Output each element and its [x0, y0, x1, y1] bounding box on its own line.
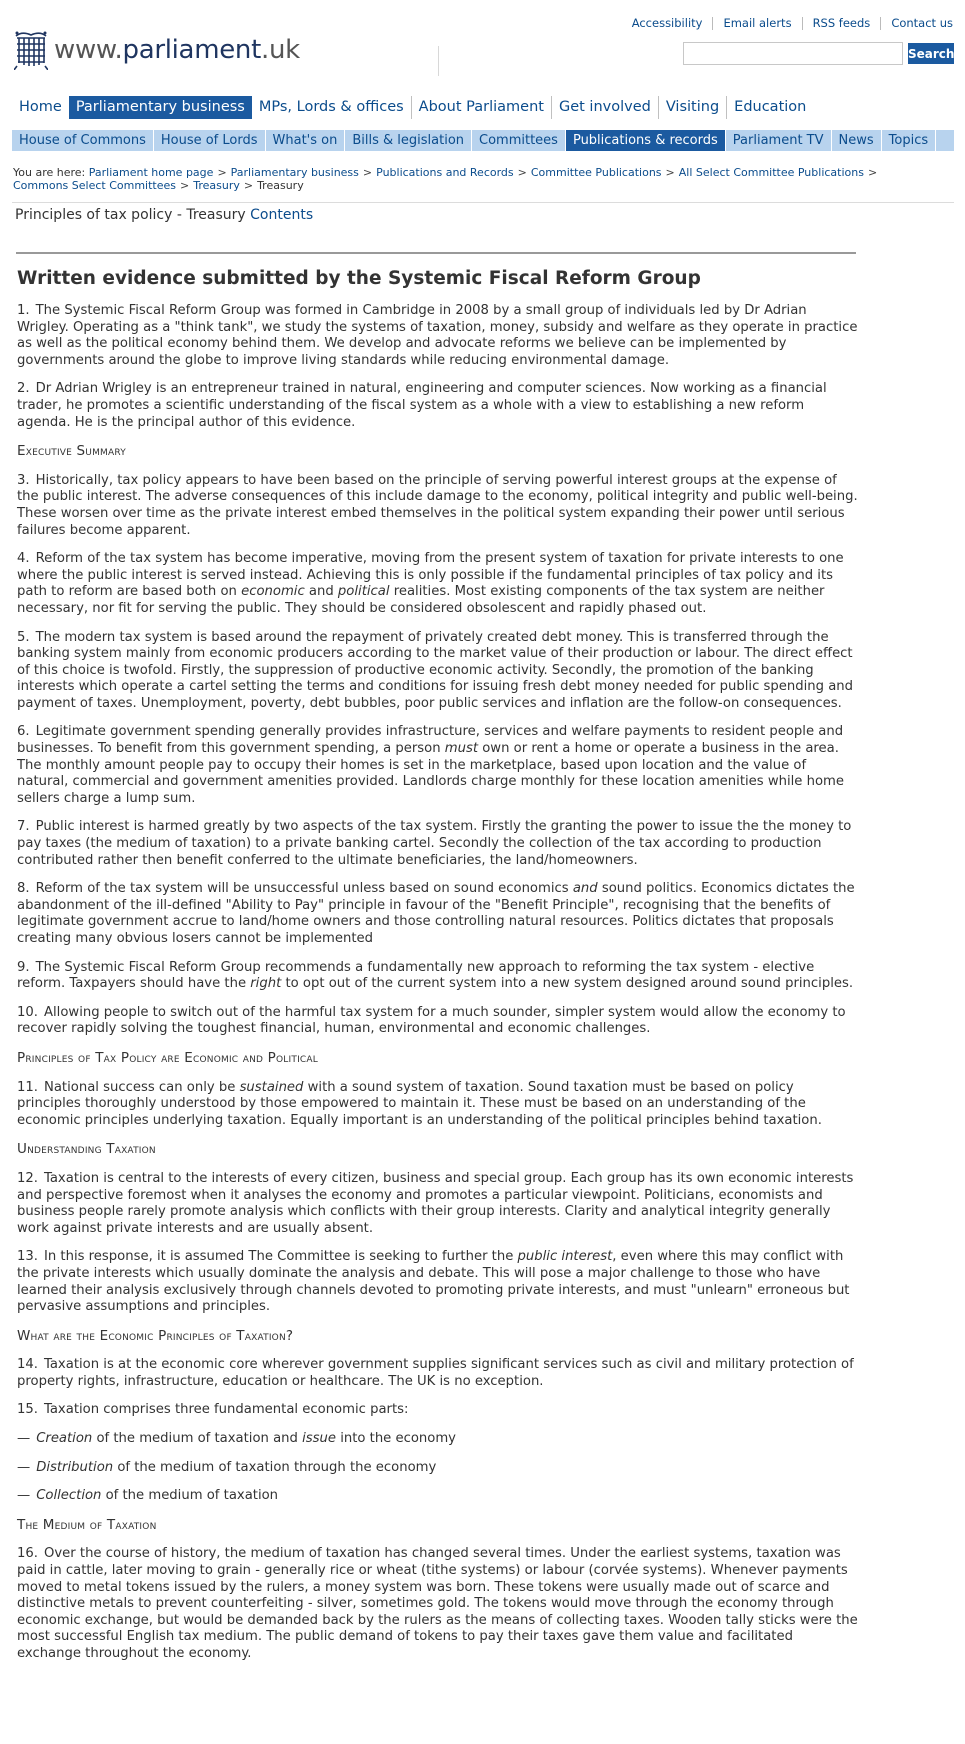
primary-nav [14, 96, 813, 119]
paragraph-5: 5. The modern tax system is based around the repayment of privately created debt money. This is transferred through the banking system mainly from economic producers according to the market value of their production or labour. The direct effect of this choice is twofold. Firstly, the suppression of productive economic activity. Secondly, the promotion of the banking interests which operate a cartel setting the terms and conditions for issuing fresh debt money needed for public spending and payment of taxes. Unemployment, poverty, debt bubbles, poor public services and inflation are the follow-on consequences. [17, 629, 854, 711]
breadcrumb-treasury-link[interactable]: Treasury [193, 179, 240, 192]
contact-us-link[interactable]: Contact us [880, 17, 953, 30]
paragraph-11: 11. National success can only be sustained with a sound system of taxation. Sound taxation must be based on policy principles thoroughly understood by those empowered to maintain it. These must be based on an understanding of the economic principles underlying taxation. Equally important is an understanding of the political principles behind taxation. [17, 1079, 822, 1128]
nav-get-involved[interactable]: Get involved [551, 96, 658, 119]
nav-visiting[interactable]: Visiting [658, 96, 726, 119]
breadcrumb-all-select-committee-publications[interactable]: All Select Committee Publications [678, 166, 864, 179]
email-alerts-link[interactable]: Email alerts [712, 17, 801, 30]
paragraph-6: 6. Legitimate government spending generally provides infrastructure, services and welfare payments to resident people and businesses. To benefit from this government spending, a person must own or rent a home or operate a business in the area. The monthly amount people pay to occupy their homes is set in the marketplace, based upon location and the value of natural, commercial and government amenities provided. Landlords charge monthly for these location amenities while home sellers charge a lump sum. [17, 724, 844, 806]
paragraph-14: 14. Taxation is at the economic core wherever government supplies significant services such as civil and military protection of property rights, infrastructure, education or healthcare. The UK is no exception. [17, 1357, 854, 1389]
evidence-heading: Written evidence submitted by the Systemic Fiscal Reform Group [17, 268, 701, 289]
header-divider [438, 46, 439, 76]
paragraph-7: 7. Public interest is harmed greatly by two aspects of the tax system. Firstly the granting the power to issue the the money to pay taxes (the medium of taxation) to a private banking cartel. Secondly the collection of the tax according to production contributed rather then benefit conferred to the ultimate beneficiaries, the land/homeowners. [17, 819, 852, 868]
logo-text: www.parliament.uk [54, 35, 300, 65]
nav-parliamentary-business[interactable]: Parliamentary business [69, 96, 252, 119]
breadcrumb-publications-records[interactable]: Publications and Records [376, 166, 514, 179]
utility-links [622, 17, 953, 30]
list-item-distribution: — Distribution of the medium of taxation through the economy [17, 1459, 437, 1475]
search-button[interactable]: Search [908, 43, 954, 64]
accessibility-link[interactable]: Accessibility [631, 16, 703, 30]
paragraph-13: 13. In this response, it is assumed The Committee is seeking to further the public interest, even where this may conflict with the private interests which usually dominate the analysis and debate. This will pose a major challenge to those who have learned their analysis exclusively through channels devoted to promoting private interests, and must "unlearn" erroneous but pervasive assumptions and principles. [17, 1249, 850, 1315]
breadcrumb-separator: > [867, 166, 878, 179]
rss-feeds-link[interactable]: RSS feeds [802, 17, 881, 30]
breadcrumb-divider [12, 202, 954, 203]
subnav-house-of-commons[interactable]: House of Commons [12, 130, 154, 151]
document-title-text: Principles of tax policy - Treasury [15, 207, 246, 223]
paragraph-12: 12. Taxation is central to the interests of every citizen, business and special group. Each group has its own economic interests and perspective foremost when it analyses the economy and promotes a particular viewpoint. Politicians, economists and business people rarely promote analysis which conflicts with their group interests. Clarity and analytical integrity generally work against private interests and are usually absent. [17, 1170, 854, 1236]
breadcrumb-parliamentary-business[interactable]: Parliamentary business [230, 166, 359, 179]
subnav-bills-legislation[interactable]: Bills & legislation [345, 130, 472, 151]
paragraph-2: 2. Dr Adrian Wrigley is an entrepreneur trained in natural, engineering and computer sciences. Now working as a financial trader, he promotes a scientific understanding of the fiscal system as a whole with a view to establishing a new reform agenda. He is the principal author of this evidence. [17, 381, 827, 430]
section-heading-understanding-taxation: Understanding Taxation [17, 1141, 156, 1158]
subnav-publications-records[interactable]: Publications & records [566, 130, 726, 151]
subnav-topics[interactable]: Topics [882, 130, 936, 151]
section-heading-medium-of-taxation: The Medium of Taxation [17, 1516, 157, 1533]
paragraph-10: 10. Allowing people to switch out of the harmful tax system for a much sounder, simpler system would allow the economy to recover rapidly solving the toughest financial, human, environmental and economic challenges. [17, 1004, 846, 1037]
breadcrumb-current: Treasury [257, 179, 304, 192]
breadcrumb-separator: > [362, 166, 373, 179]
breadcrumb-prefix: You are here: [13, 166, 86, 179]
section-heading-economic-principles: What are the Economic Principles of Taxation? [17, 1327, 294, 1344]
breadcrumb [13, 166, 943, 192]
evidence-content [17, 268, 859, 1675]
paragraph-15: 15. Taxation comprises three fundamental economic parts: [17, 1402, 409, 1418]
paragraph-8: 8. Reform of the tax system will be unsuccessful unless based on sound economics and sound politics. Economics dictates the abandonment of the ill-defined "Ability to Pay" principle in favour of the "Benefit Principle", recognising that the benefits of legitimate government accrue to land/home owners and those controlling natural resources. Politics dictates that proposals creating many obvious losers cannot be implemented [17, 881, 855, 946]
search-input[interactable] [683, 42, 903, 65]
breadcrumb-separator: > [665, 166, 675, 179]
nav-education[interactable]: Education [726, 96, 813, 119]
breadcrumb-separator: > [517, 166, 527, 179]
breadcrumb-committee-publications[interactable]: Committee Publications [530, 166, 662, 179]
contents-link[interactable]: Contents [250, 207, 314, 223]
breadcrumb-parliament-home[interactable]: Parliament home page [88, 166, 214, 179]
portcullis-icon [14, 30, 48, 70]
breadcrumb-separator: > [180, 179, 190, 192]
subnav-house-of-lords[interactable]: House of Lords [154, 130, 266, 151]
subnav-news[interactable]: News [832, 130, 882, 151]
paragraph-4: 4. Reform of the tax system has become imperative, moving from the present system of taxation for private interests to one where the public interest is served instead. Achieving this is only possible if the fundamental principles of tax policy and its path to reform are based both on economic and political realities. Most existing components of the tax system are neither necessary, nor fit for serving the public. They should be considered obsolescent and rapidly phased out. [17, 551, 844, 616]
site-logo[interactable] [14, 30, 300, 70]
secondary-nav [12, 130, 954, 151]
content-divider [16, 252, 856, 254]
subnav-committees[interactable]: Committees [472, 130, 566, 151]
paragraph-16: 16. Over the course of history, the medium of taxation has changed several times. Under the earliest systems, taxation was paid in cattle, later moving to grain - generally rice or wheat (tithe systems) or labour (corvée systems). Whenever payments moved to metal tokens issued by the rulers, a money system was born. These tokens were usually made out of scarce and distinctive metals to prevent counterfeiting - silver, sometimes gold. The tokens would move through the economy through economic exchange, but would be demanded back by the rulers as the means of collecting taxes. Wooden tally sticks were the most successful English tax medium. The public demand of tokens to pay their taxes gave them value and facilitated exchange throughout the economy. [17, 1546, 858, 1661]
breadcrumb-separator: > [243, 179, 254, 192]
paragraph-9: 9. The Systemic Fiscal Reform Group recommends a fundamentally new approach to reforming the tax system - elective reform. Taxpayers should have the right to opt out of the current system into a new system designed around sound principles. [17, 959, 854, 992]
list-item-collection: — Collection of the medium of taxation [17, 1488, 279, 1504]
paragraph-1: 1. The Systemic Fiscal Reform Group was formed in Cambridge in 2008 by a small group of individuals led by Dr Adrian Wrigley. Operating as a "think tank", we study the systems of taxation, money, subsidy and welfare as they operate in practice as well as the political economy behind them. We develop and advocate reforms we believe can be implemented by governments around the globe to improve living standards while reducing environmental damage. [17, 303, 858, 368]
subnav-whats-on[interactable]: What's on [266, 130, 346, 151]
document-title [15, 207, 313, 223]
breadcrumb-separator: > [217, 166, 227, 179]
subnav-parliament-tv[interactable]: Parliament TV [726, 130, 832, 151]
paragraph-3: 3. Historically, tax policy appears to have been based on the principle of serving powerful interest groups at the expense of the public interest. The adverse consequences of this include damage to the economy, political integrity and public well-being. These worsen over time as the private interest embed themselves in the political system expanding their power until serious failures become apparent. [17, 472, 858, 538]
section-heading-principles: Principles of Tax Policy are Economic and Political [17, 1049, 318, 1066]
nav-mps-lords-offices[interactable]: MPs, Lords & offices [258, 99, 404, 115]
breadcrumb-commons-select-committees[interactable]: Commons Select Committees [13, 179, 176, 192]
section-heading-executive-summary: Executive Summary [17, 443, 126, 460]
nav-about-parliament[interactable]: About Parliament [411, 96, 551, 119]
nav-home[interactable]: Home [19, 99, 62, 115]
list-item-creation: — Creation of the medium of taxation and issue into the economy [17, 1431, 456, 1447]
